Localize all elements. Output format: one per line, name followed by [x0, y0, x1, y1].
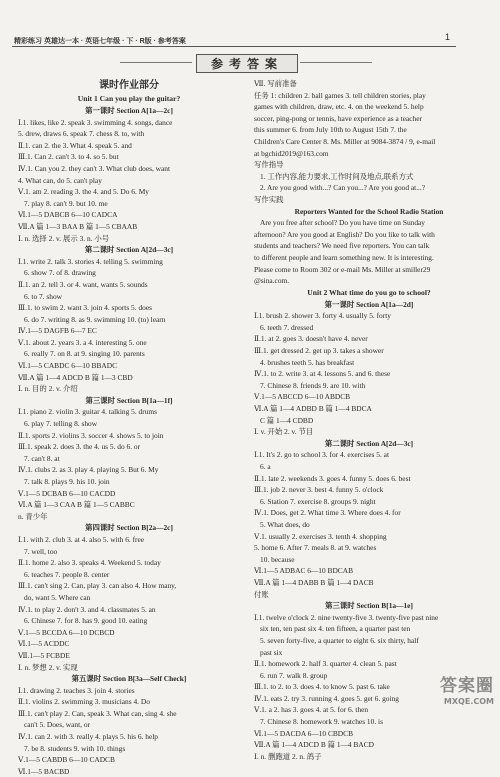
- answer-line: 6. teeth 7. dressed: [260, 322, 314, 332]
- answer-line: Ⅱ.1. can 2. the 3. What 4. speak 5. and: [18, 140, 132, 150]
- answer-line: @sina.com.: [254, 276, 290, 286]
- answer-line: students and teachers? We need five reporters. You can talk: [254, 241, 430, 251]
- lesson-heading: Reporters Wanted for the School Radio Station: [294, 206, 444, 216]
- answer-line: past six: [260, 647, 283, 657]
- answer-line: Ⅳ.1. Can you 2. they can't 3. What club does, want: [18, 163, 171, 173]
- answer-line: Ⅵ.1—5 ADBAC 6—10 BDCAB: [254, 566, 354, 576]
- answer-line: to different people and learn something new. It is interesting.: [254, 252, 434, 262]
- answer-line: soccer, ping-pong or tennis, have experience as a teacher: [254, 113, 422, 123]
- answer-line: Ⅶ.A 篇 1—3 BAA B 篇 1—5 CBAAB: [18, 221, 138, 231]
- banner-title: 参考答案: [196, 54, 298, 73]
- answer-line: Ⅲ.1. to swim 2. want 3. join 4. sports 5. does: [18, 303, 152, 313]
- left-column: [18, 78, 240, 777]
- answer-line: Ⅵ.1—5 CABDC 6—10 BBADC: [18, 361, 118, 371]
- answer-line: Ⅰ.1. It's 2. go to school 3. for 4. exercises 5. at: [254, 450, 389, 460]
- answer-line: Ⅵ.1—5 ACDDC: [18, 639, 70, 649]
- answer-line: Ⅰ.1. piano 2. violin 3. guitar 4. talking 5. drums: [18, 407, 158, 417]
- answer-line: Ⅰ.1. likes, like 2. speak 3. swimming 4. songs, dance: [18, 117, 173, 127]
- unit-title: Unit 2 What time do you go to school?: [307, 287, 431, 297]
- answer-line: Ⅲ.1. can't sing 2. Can, play 3. can also 4. How many,: [18, 581, 177, 591]
- lesson-heading: 第四课时 Section B[2a—2c]: [85, 523, 173, 533]
- answer-line: 6. a: [260, 462, 271, 471]
- answer-line: Please come to Room 302 or e-mail Ms. Miller at smiller29: [254, 264, 431, 274]
- answer-line: 6. run 7. walk 8. group: [260, 670, 328, 680]
- answer-line: Ⅱ.1. homework 2. half 3. quarter 4. clean 5. past: [254, 659, 397, 669]
- answer-line: C 篇 1—4 CDBD: [260, 415, 314, 425]
- answer-line: at bgchid2019@163.com: [254, 148, 329, 158]
- answer-line: Ⅲ.1. Can 2. can't 3. to 4. so 5. but: [18, 152, 119, 162]
- answer-line: Ⅳ.1—5 DAGFB 6—7 EC: [18, 326, 97, 336]
- answer-line: Ⅴ.1. about 2. years 3. a 4. interesting 5. one: [18, 337, 147, 347]
- answer-line: Ⅶ.A 篇 1—4 DABB B 篇 1—4 DACB: [254, 577, 374, 587]
- answer-line: Ⅵ.A 篇 1—3 CAA B 篇 1—5 CABBC: [18, 500, 135, 510]
- watermark-logo: [440, 678, 494, 710]
- answer-line: Ⅴ.1—5 CABDB 6—10 CADCB: [18, 755, 115, 765]
- lesson-heading: 第二课时 Section A[2d—3c]: [84, 245, 174, 255]
- answer-line: 7. can't 8. at: [24, 453, 60, 463]
- lesson-heading: 第五课时 Section B[3a—Self Check]: [71, 674, 187, 684]
- answer-line: 7. talk 8. plays 9. his 10. join: [24, 477, 110, 486]
- answer-line: Ⅳ.1. can 2. with 3. really 4. plays 5. his 6. help: [18, 732, 158, 742]
- answer-line: Ⅰ.1. with 2. club 3. at 4. also 5. with 6. free: [18, 534, 145, 544]
- section-title: 课时作业部分: [99, 80, 159, 91]
- answer-line: n. 青少年: [18, 511, 48, 521]
- answer-line: 写作指导: [254, 160, 284, 170]
- answer-line: Ⅴ.1—5 BCCDA 6—10 DCBCD: [18, 627, 115, 637]
- lesson-heading: 第一课时 Section A[1a—2d]: [324, 299, 414, 309]
- answer-line: Ⅲ.1. can't play 2. Can, speak 3. What can, sing 4. she: [18, 708, 177, 718]
- answer-line: Ⅴ.1—5 ABCCD 6—10 ABDCB: [254, 392, 351, 402]
- answer-line: Ⅵ.1—5 DABCB 6—10 CADCA: [18, 210, 118, 220]
- answer-line: 7. Chinese 8. friends 9. are 10. with: [260, 380, 366, 390]
- answer-line: 5. What does, do: [260, 519, 310, 529]
- answer-line: Ⅰ. n. 梦想 2. v. 实现: [18, 662, 78, 672]
- answer-line: Ⅳ.1. Does, get 2. What time 3. Where does 4. for: [254, 508, 401, 518]
- answer-line: Ⅱ.1. at 2. goes 3. doesn't have 4. never: [254, 334, 368, 344]
- running-header: 精彩练习 英雄达一本 · 英语七年级 · 下 · R版 · 参考答案: [14, 38, 186, 45]
- answer-line: Ⅲ.1. to 2. to 3. does 4. to know 5. past 6. take: [254, 682, 390, 692]
- answer-line: 6. really 7. on 8. at 9. singing 10. parents: [24, 349, 145, 359]
- answer-line: Are you free after school? Do you have time on Sunday: [260, 218, 426, 228]
- answer-line: Ⅰ. n. 目的 2. v. 介绍: [18, 384, 78, 394]
- answer-line: Ⅰ.1. write 2. talk 3. stories 4. telling 5. swimming: [18, 256, 163, 266]
- answer-line: 6. Station 7. exercise 8. groups 9. night: [260, 496, 376, 506]
- answer-line: Children's Care Center 8. Ms. Miller at 9084-3874 / 9, e-mail: [254, 136, 436, 146]
- header-rule: [12, 46, 456, 47]
- answer-line: Ⅳ.1. to play 2. don't 3. and 4. classmates 5. an: [18, 604, 156, 614]
- right-column: [254, 78, 484, 762]
- answer-line: Ⅰ. v. 开始 2. v. 节目: [254, 427, 314, 437]
- answer-line: 6. teaches 7. people 8. center: [24, 569, 110, 579]
- answer-line: Ⅶ.A 篇 1—4 ADCD B 篇 1—4 BACD: [254, 740, 374, 750]
- banner-rule-right: [300, 62, 372, 63]
- answer-line: Ⅵ.1—5 BACBD: [18, 766, 70, 776]
- answer-line: Ⅰ. n. 选择 2. v. 展示 3. n. 小号: [18, 233, 110, 243]
- answer-line: Ⅴ.1. am 2. reading 3. the 4. and 5. Do 6. My: [18, 187, 149, 197]
- answer-line: this summer 6. from July 10th to August 15th 7. the: [254, 125, 407, 135]
- answer-line: Ⅶ.A 篇 1—4 ADCD B 篇 1—3 CBD: [18, 372, 133, 382]
- answer-line: 7. Chinese 8. homework 9. watches 10. is: [260, 717, 383, 727]
- answer-line: 6. Chinese 7. for 8. has 9. good 10. eating: [24, 616, 148, 626]
- answer-line: Ⅳ.1. eats 2. try 3. running 4. goes 5. get 6. going: [254, 693, 399, 703]
- page-number: 1: [444, 32, 450, 42]
- answer-line: Ⅶ. 写前准备: [254, 79, 297, 88]
- answer-line: 写作实践: [254, 194, 284, 204]
- watermark-url: MXQE.COM: [443, 697, 494, 706]
- answer-line: Ⅶ.1—5 FCBDE: [18, 650, 70, 660]
- answer-line: Ⅰ.1. twelve o'clock 2. nine twenty-five 3. twenty-five past nine: [254, 612, 439, 622]
- answer-line: 7. play 8. can't 9. but 10. me: [24, 198, 108, 208]
- answer-line: 6. play 7. telling 8. show: [24, 419, 98, 429]
- answer-line: 6. to 7. show: [24, 291, 62, 301]
- answer-line: games with children, draw, etc. 4. on the weekend 5. help: [254, 102, 424, 112]
- answer-line: can't 5. Does, want, or: [24, 720, 90, 730]
- watermark-text: 答案圈: [440, 676, 494, 696]
- answer-line: Ⅲ.1. get dressed 2. get up 3. takes a shower: [254, 346, 384, 356]
- answer-line: Ⅰ.1. drawing 2. teaches 3. join 4. stories: [18, 685, 135, 695]
- answer-line: 10. because: [260, 554, 295, 564]
- answer-line: 任务 1: children 2. ball games 3. tell children stories, play: [254, 90, 426, 100]
- answer-line: Ⅱ.1. violins 2. swimming 3. musicians 4. Do: [18, 697, 150, 707]
- answer-line: 5. drew, draws 6. speak 7. chess 8. to, with: [18, 129, 145, 139]
- answer-line: Ⅳ.1. clubs 2. as 3. play 4. playing 5. But 6. My: [18, 465, 159, 475]
- answer-line: 1. 工作内容,能力要求,工作时间及地点,联系方式: [260, 171, 414, 181]
- answer-line: 2. Are you good with...? Can you...? Are you good at...?: [260, 183, 426, 193]
- lesson-heading: 第二课时 Section A[2d—3c]: [324, 438, 414, 448]
- answer-line: Ⅱ.1. sports 2. violins 3. soccer 4. shows 5. to join: [18, 430, 164, 440]
- answer-line: Ⅳ.1. to 2. write 3. at 4. lessons 5. and 6. these: [254, 369, 391, 379]
- unit-1-title: Unit 1 Can you play the guitar?: [77, 94, 181, 103]
- answer-line: 7. well, too: [24, 546, 58, 556]
- lesson-heading: 第一课时 Section A[1a—2c]: [85, 106, 173, 115]
- banner-rule-left: [120, 62, 192, 63]
- answer-line: 5. seven forty-five, a quarter to eight 6. six thirty, half: [260, 635, 419, 645]
- answer-line: 6. do 7. writing 8. as 9. swimming 10. (to) learn: [24, 314, 166, 324]
- answer-line: Ⅰ. n. 删跑道 2. n. 鸽子: [254, 751, 322, 761]
- answer-line: 5. home 6. After 7. meals 8. at 9. watches: [254, 543, 377, 553]
- answer-line: Ⅵ.A 篇 1—4 ADBD B 篇 1—4 BDCA: [254, 404, 372, 414]
- answer-line: Ⅱ.1. an 2. tell 3. or 4. want, wants 5. sounds: [18, 279, 148, 289]
- answer-line: Ⅴ.1. a 2. has 3. goes 4. at 5. for 6. then: [254, 705, 369, 715]
- answer-line: Ⅱ.1. late 2. weekends 3. goes 4. funny 5. does 6. best: [254, 473, 411, 483]
- answer-line: 4. What can, do 5. can't play: [18, 175, 102, 185]
- answer-line: Ⅵ.1—5 DACDA 6—10 CBDCB: [254, 728, 354, 738]
- answer-line: do, want 5. Where can: [24, 592, 91, 602]
- answer-line: Ⅴ.1—5 DCBAB 6—10 CACDD: [18, 488, 116, 498]
- answer-line: afternoon? Are you good at English? Do you like to talk with: [254, 229, 435, 239]
- answer-line: Ⅲ.1. job 2. never 3. best 4. funny 5. o'clock: [254, 485, 384, 495]
- answer-line: Ⅲ.1. speak 2. does 3. the 4. us 5. do 6. or: [18, 442, 141, 452]
- answer-line: 4. brushes teeth 5. has breakfast: [260, 357, 355, 367]
- answer-line: 6. show 7. of 8. drawing: [24, 268, 96, 278]
- answer-line: six ten, ten past six 4. ten fifteen, a quarter past ten: [260, 624, 411, 634]
- answer-line: Ⅰ.1. brush 2. shower 3. forty 4. usually 5. forty: [254, 311, 391, 321]
- lesson-heading: 第三课时 Section B[1a—1f]: [85, 395, 173, 405]
- answer-line: Ⅱ.1. home 2. also 3. speaks 4. Weekend 5. today: [18, 558, 161, 568]
- lesson-heading: 第三课时 Section B[1a—1e]: [325, 601, 413, 611]
- answer-line: Ⅴ.1. usually 2. exercises 3. tenth 4. shopping: [254, 531, 387, 541]
- answer-line: 付账: [254, 589, 269, 599]
- answer-line: 7. be 8. students 9. with 10. things: [24, 743, 126, 753]
